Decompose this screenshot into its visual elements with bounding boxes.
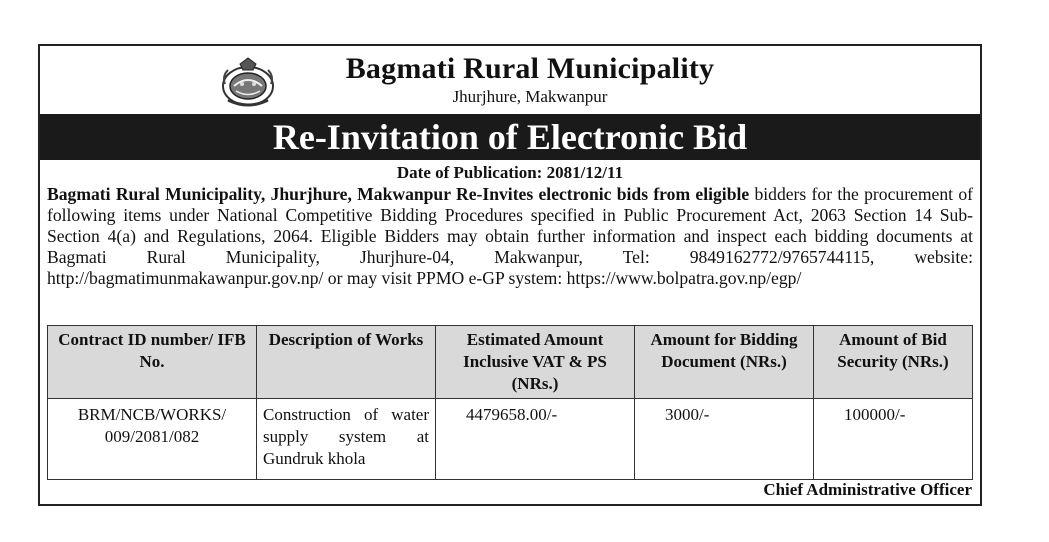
cell-contract-id: BRM/NCB/WORKS/ 009/2081/082 [48,399,257,480]
cell-document-fee: 3000/- [635,399,814,480]
org-name: Bagmati Rural Municipality [345,52,715,85]
cell-bid-security: 100000/- [814,399,973,480]
notice-body [47,184,973,289]
publication-date: Date of Publication: 2081/12/11 [396,163,624,182]
bid-notice [38,44,982,506]
notice-title-banner: Re-Invitation of Electronic Bid [40,114,980,160]
header-bid-security: Amount of Bid Security (NRs.) [814,326,973,399]
notice-header [40,46,980,114]
table-row [48,399,973,480]
header-description: Description of Works [257,326,436,399]
header-document-fee: Amount for Bidding Document (NRs.) [635,326,814,399]
header-contract-id: Contract ID number/ IFB No. [48,326,257,399]
notice-body-lead: Bagmati Rural Municipality, Jhurjhure, Makwanpur Re-Invites electronic bids from eligible [47,184,750,204]
bid-table [47,325,973,480]
table-header-row [48,326,973,399]
header-estimated-amount: Estimated Amount Inclusive VAT & PS (NRs.) [436,326,635,399]
cell-estimated-amount: 4479658.00/- [436,399,635,480]
notice-body-text: bidders for the procurement of following items under National Competitive Bidding Procedures specified in Public Procurement Act, 2063 Section 14 Sub-Section 4(a) and Regulations, 2064. Eligible Bidders may obtain further information and inspect each bidding documents at Bagmati Rural Municipality, Jhurjhure-04, Makwanpur, Tel: 9849162772/9765744115, website: http://bagmatimunmakawanpur.gov.np/ or may visit PPMO e-GP system: https://www.bolpatra.gov.np/egp/ [47,184,973,288]
cell-description: Construction of water supply system at Gundruk khola [257,399,436,480]
signatory: Chief Administrative Officer [763,480,972,499]
org-location: Jhurjhure, Makwanpur [452,87,608,106]
